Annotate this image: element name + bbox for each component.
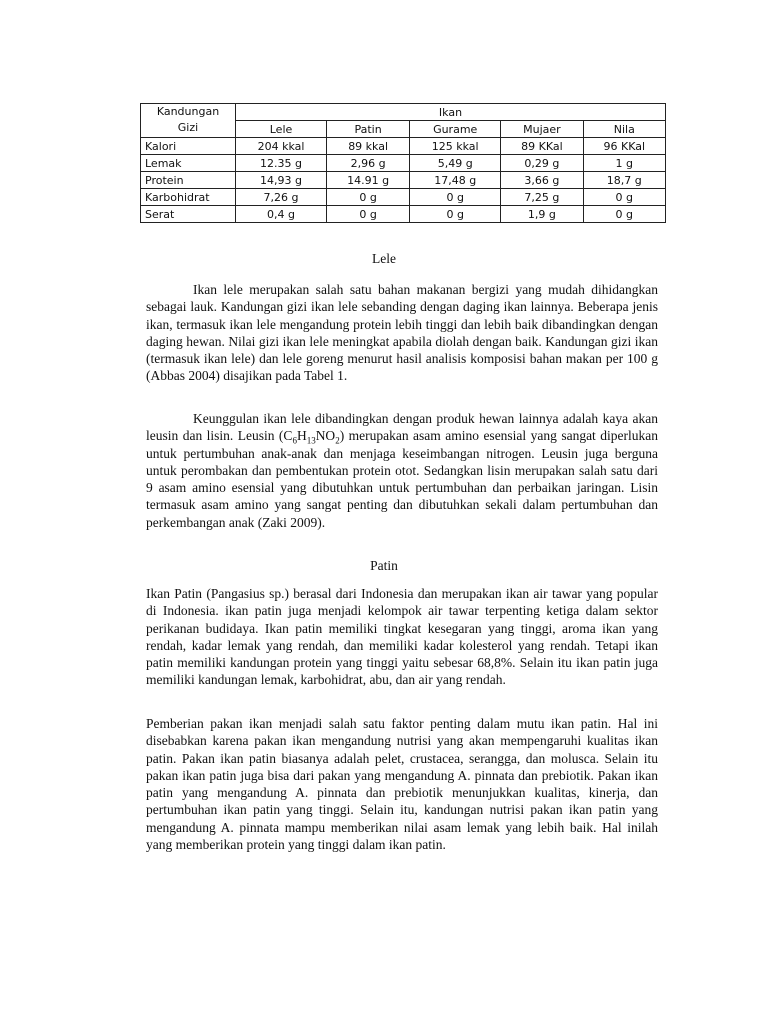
table-cell: 96 KKal bbox=[583, 138, 665, 155]
group-header: Ikan bbox=[236, 104, 666, 121]
table-cell: 0 g bbox=[583, 189, 665, 206]
section-heading-patin: Patin bbox=[370, 558, 398, 573]
row-label: Serat bbox=[141, 206, 236, 223]
nutrition-table bbox=[140, 103, 666, 223]
table-cell: 0,29 g bbox=[501, 155, 583, 172]
table-cell: 18,7 g bbox=[583, 172, 665, 189]
column-header: Gurame bbox=[410, 121, 501, 138]
table-cell: 0 g bbox=[583, 206, 665, 223]
leucine-formula: $C_6H_{13}NO_2$ bbox=[283, 428, 340, 446]
column-header: Lele bbox=[236, 121, 327, 138]
table-cell: 0 g bbox=[410, 189, 501, 206]
corner-line-1: Kandungan bbox=[156, 105, 220, 118]
table-cell: 0 g bbox=[327, 206, 410, 223]
table-cell: 1 g bbox=[583, 155, 665, 172]
table-cell: 17,48 g bbox=[410, 172, 501, 189]
row-label: Lemak bbox=[141, 155, 236, 172]
row-label: Protein bbox=[141, 172, 236, 189]
table-cell: 2,96 g bbox=[327, 155, 410, 172]
table-cell: 0 g bbox=[410, 206, 501, 223]
row-label: Karbohidrat bbox=[141, 189, 236, 206]
table-cell: 14,93 g bbox=[236, 172, 327, 189]
table-corner-header bbox=[141, 104, 236, 138]
table-cell: 89 KKal bbox=[501, 138, 583, 155]
table-cell: 1,9 g bbox=[501, 206, 583, 223]
table-row bbox=[141, 206, 666, 223]
table-cell: 7,25 g bbox=[501, 189, 583, 206]
table-cell: 7,26 g bbox=[236, 189, 327, 206]
lele-paragraph-1: Ikan lele merupakan salah satu bahan makanan bergizi yang mudah dihidangkan sebagai lauk. Kandungan gizi ikan lele sebanding dengan daging ikan lainnya. Beberapa jenis ikan, termasuk ikan lele mengandung protein lebih tinggi dan lebih baik dibandingkan dengan daging hewan. Nilai gizi ikan lele meningkat apabila diolah dengan baik. Kandungan gizi ikan (termasuk ikan lele) dan lele goreng menurut hasil analisis komposisi bahan makan per 100 g (Abbas 2004) disajikan pada Tabel 1. bbox=[146, 282, 658, 384]
table-cell: 12.35 g bbox=[236, 155, 327, 172]
table-row bbox=[141, 189, 666, 206]
row-label: Kalori bbox=[141, 138, 236, 155]
table-row bbox=[141, 155, 666, 172]
table-row bbox=[141, 172, 666, 189]
table-cell: 0 g bbox=[327, 189, 410, 206]
table-cell: 204 kkal bbox=[236, 138, 327, 155]
table-cell: 14.91 g bbox=[327, 172, 410, 189]
lele-paragraph-2-end: ) merupakan asam amino esensial yang sangat diperlukan untuk pertumbuhan anak-anak dan menjaga keseimbangan nitrogen. Leusin juga berguna untuk perombakan dan pembentukan protein otot. Sedangkan lisin merupakan salah satu dari 9 asam amino esensial yang dibutuhkan untuk pertumbuhan dan perbaikan jaringan. Lisin termasuk asam amino yang sangat penting dan dibutuhkan sekali dalam pertumbuhan dan perkembangan anak (Zaki 2009). bbox=[146, 428, 658, 530]
column-header: Patin bbox=[327, 121, 410, 138]
table-cell: 0,4 g bbox=[236, 206, 327, 223]
table-row bbox=[141, 138, 666, 155]
table-cell: 125 kkal bbox=[410, 138, 501, 155]
column-header: Nila bbox=[583, 121, 665, 138]
lele-paragraph-2-start: Keunggulan ikan lele dibandingkan dengan produk hewan lainnya adalah kaya akan leusin dan lisin. Leusin ( bbox=[146, 411, 658, 444]
section-heading-lele: Lele bbox=[372, 251, 396, 266]
patin-paragraph-2: Pemberian pakan ikan menjadi salah satu faktor penting dalam mutu ikan patin. Hal ini disebabkan karena pakan ikan mengandung nutrisi yang akan mempengaruhi kualitas ikan patin. Pakan ikan patin biasanya adalah pelet, crustacea, serangga, dan molusca. Selain itu pakan ikan patin juga bisa dari pakan yang mengandung A. pinnata dan prebiotik. Pakan ikan patin yang mengandung A. pinnata dan prebiotik menunjukkan kualitas, kinerja, dan pertumbuhan ikan patin yang tinggi. Selain itu, kandungan nutrisi pakan ikan patin yang mengandung A. pinnata mampu memberikan nilai asam lemak yang lebih baik. Hal inilah yang memberikan protein yang tinggi dalam ikan patin. bbox=[146, 716, 658, 853]
column-header: Mujaer bbox=[501, 121, 583, 138]
table-cell: 89 kkal bbox=[327, 138, 410, 155]
corner-line-2: Gizi bbox=[177, 121, 199, 134]
table-header-row bbox=[141, 104, 666, 121]
patin-paragraph-1: Ikan Patin (Pangasius sp.) berasal dari Indonesia dan merupakan ikan air tawar yang popular di Indonesia. ikan patin juga menjadi kelompok air tawar terpenting ketiga dalam sektor perikanan budidaya. Ikan patin memiliki tingkat kesegaran yang tinggi, aroma ikan yang rendah, kadar lemak yang rendah, dan memiliki kadar kolesterol yang rendah. Tetapi ikan patin memiliki kandungan protein yang tinggi yaitu sebesar 68,8%. Selain itu ikan patin juga memiliki kandungan lemak, karbohidrat, abu, dan air yang rendah. bbox=[146, 586, 658, 688]
table-cell: 3,66 g bbox=[501, 172, 583, 189]
table-cell: 5,49 g bbox=[410, 155, 501, 172]
lele-paragraph-2 bbox=[146, 410, 658, 531]
